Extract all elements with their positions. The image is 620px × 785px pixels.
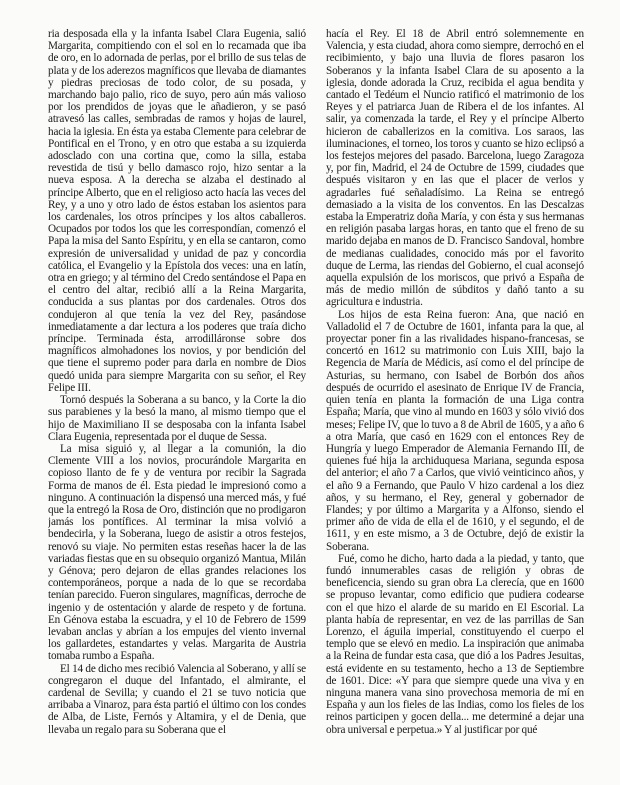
paragraph: ria desposada ella y la infanta Isabel Clara Eugenia, salió Margarita, compitiendo con el sol en lo recamada que iba de oro, en lo adornada de perlas, por el brillo de sus telas de plata y de los aderezos magníficos que llevaba de diamantes y piedras preciosas de todo color, de su posada, y marchando bajo palio, rico de suyo, pero aún más valioso por los prendidos de joyas que le añadieron, y se pasó atravesó las calles, sembradas de ramos y hojas de laurel, hacia la iglesia. En ésta ya estaba Clemente para celebrar de Pontifical en el Trono, y en otro que estaba a su izquierda adosclado con una cortina que, como la silla, estaba revestida de tisú y bello damasco rojo, hizo sentar a la nueva esposa. A la derecha se alzaba el destinado al príncipe Alberto, que en el religioso acto hacía las veces del Rey, y a uno y otro lado de éstos estaban los asientos para los cardenales, los otros príncipes y los altos caballeros. Ocupados por todos los que les correspondían, comenzó el Papa la misa del Santo Espíritu, y en ella se cantaron, como expresión de universalidad y unidad de paz y concordia católica, el Evangelio y la Epístola dos veces: una en latín, otra en griego; y al término del Credo sentándose el Papa en el centro del altar, recibió allí a la Reina Margarita, conducida a sus plantas por dos cardenales. Otros dos condujeron al que tenía la vez del Rey, pasándose inmediatamente a dar lectura a los poderes que traía dicho príncipe. Terminada ésta, arrodilláronse sobre dos magníficos almohadones los novios, y por bendición del que tiene el supremo poder para darla en nombre de Dios quedó unida para siempre Margarita con su señor, el Rey Felipe III. [48, 28, 306, 394]
paragraph: La misa siguió y, al llegar a la comunión, la dio Clemente VIII a los novios, procurándole Margarita en copioso llanto de fe y de ventura por recibir la Sagrada Forma de manos de él. Esta piedad le impresionó como a ninguno. A continuación la dispensó una merced más, y fué que la entregó la Rosa de Oro, distinción que no prodigaron jamás los pontífices. Al terminar la misa volvió a bendecirla, y la Soberana, luego de asistir a otros festejos, renovó su viaje. No permiten estas reseñas hacer la de las variadas fiestas que en su obsequio organizó Mantua, Milán y Génova; pero dejaron de ellas grandes relaciones los contemporáneos, porque a nada de lo que se recordaba tenían parecido. Fueron singulares, magníficas, derroche de ingenio y de ostentación y alarde de respeto y de fortuna. En Génova estaba la escuadra, y el 10 de Febrero de 1599 levaban anclas y abrían a los empujes del viento invernal los gallardetes, estandartes y velas. Margarita de Austria tomaba rumbo a España. [48, 442, 306, 663]
magazine-page [48, 28, 584, 766]
paragraph: El 14 de dicho mes recibió Valencia al Soberano, y allí se congregaron el duque del Infantado, el almirante, el cardenal de Sevilla; y cuando el 21 se tuvo noticia que arribaba a Vinaroz, para ésta partió el último con los condes de Alba, de Liste, Fernós y Altamira, y el de Denia, que llevaba un regalo para su Soberana que el [48, 662, 306, 736]
paragraph: Tornó después la Soberana a su banco, y la Corte la dio sus parabienes y la besó la mano, al mismo tiempo que el hijo de Maximiliano II se desposaba con la infanta Isabel Clara Eugenia, representada por el duque de Sessa. [48, 394, 306, 443]
paragraph: Los hijos de esta Reina fueron: Ana, que nació en Valladolid el 7 de Octubre de 1601, infanta para la que, al proyectar poner fin a las rivalidades hispano-francesas, se concertó en 1612 su matrimonio con Luis XIII, bajo la Regencia de María de Médicis, así como el del príncipe de Asturias, su hermano, con Isabel de Borbón dos años después de ocurrido el asesinato de Enrique IV de Francia, quien tenía en planta la formación de una Liga contra España; María, que vino al mundo en 1603 y sólo vivió dos meses; Felipe IV, que lo tuvo a 8 de Abril de 1605, y a año 6 a otra María, que casó en 1629 con el entonces Rey de Hungría y luego Emperador de Alemania Fernando III, de quienes fué hija la archiduquesa Mariana, segunda esposa del anterior; el año 7 a Carlos, que vivió veinticinco años, y el año 9 a Fernando, que Paulo V hizo cardenal a los diez años, y su hermano, el Rey, general y gobernador de Flandes; y por último a Margarita y a Alfonso, siendo el primer año de vida de ella el de 1610, y el segundo, el de 1611, y en este mismo, a 3 de Octubre, dejó de existir la Soberana. [326, 308, 584, 553]
paragraph: Fué, como he dicho, harto dada a la piedad, y tanto, que fundó innumerables casas de religión y obras de beneficencia, siendo su gran obra La clerecía, que en 1600 se propuso levantar, como edificio que pudiera codearse con el que hizo el alarde de su marido en El Escorial. La planta había de representar, en vez de las parrillas de San Lorenzo, el águila imperial, constituyendo el cuerpo el templo que se elevó en medio. La inspiración que animaba a la Reina de fundar esta casa, que dió a los Padres Jesuitas, está evidente en su testamento, hecho a 13 de Septiembre de 1601. Dice: «Y para que siempre quede una viva y en ninguna manera vana sino provechosa memoria de mí en España y aun los fieles de las Indias, como los fieles de los reinos participen y gocen della... me determiné a dejar una obra universal e perpetua.» Y al justificar por qué [326, 552, 584, 736]
left-column [48, 28, 306, 766]
right-column [326, 28, 584, 766]
paragraph: hacía el Rey. El 18 de Abril entró solemnemente en Valencia, y esta ciudad, ahora como siempre, derrochó en el recibimiento, y bajo una lluvia de flores pasaron los Soberanos y la infanta Isabel Clara de su aposento a la iglesia, donde adorada la Cruz, recibida el agua bendita y cantado el Tedéum el Nuncio ratificó el matrimonio de los Reyes y el patriarca Juan de Ribera el de los infantes. Al salir, ya comenzada la tarde, el Rey y el príncipe Alberto hicieron de caballerizos en la comitiva. Los saraos, las iluminaciones, el torneo, los toros y cuanto se hizo eclipsó a los festejos mejores del pasado. Barcelona, luego Zaragoza y, por fin, Madrid, el 24 de Octubre de 1599, ciudades que después visitaron y en las que el placer de verlos y agradarles fué señaladísimo. La Reina se entregó demasiado a la visita de los conventos. En las Descalzas estaba la Emperatriz doña María, y con ésta y sus hermanas en religión pasaba largas horas, en tanto que el freno de su marido dejaba en manos de D. Francisco Sandoval, hombre de medianas cualidades, conocido más por el favorito duque de Lerma, las riendas del Gobierno, el cual aconsejó aquella expulsión de los moriscos, que privó a España de más de medio millón de súbditos y dañó tanto a su agricultura e industria. [326, 28, 584, 309]
